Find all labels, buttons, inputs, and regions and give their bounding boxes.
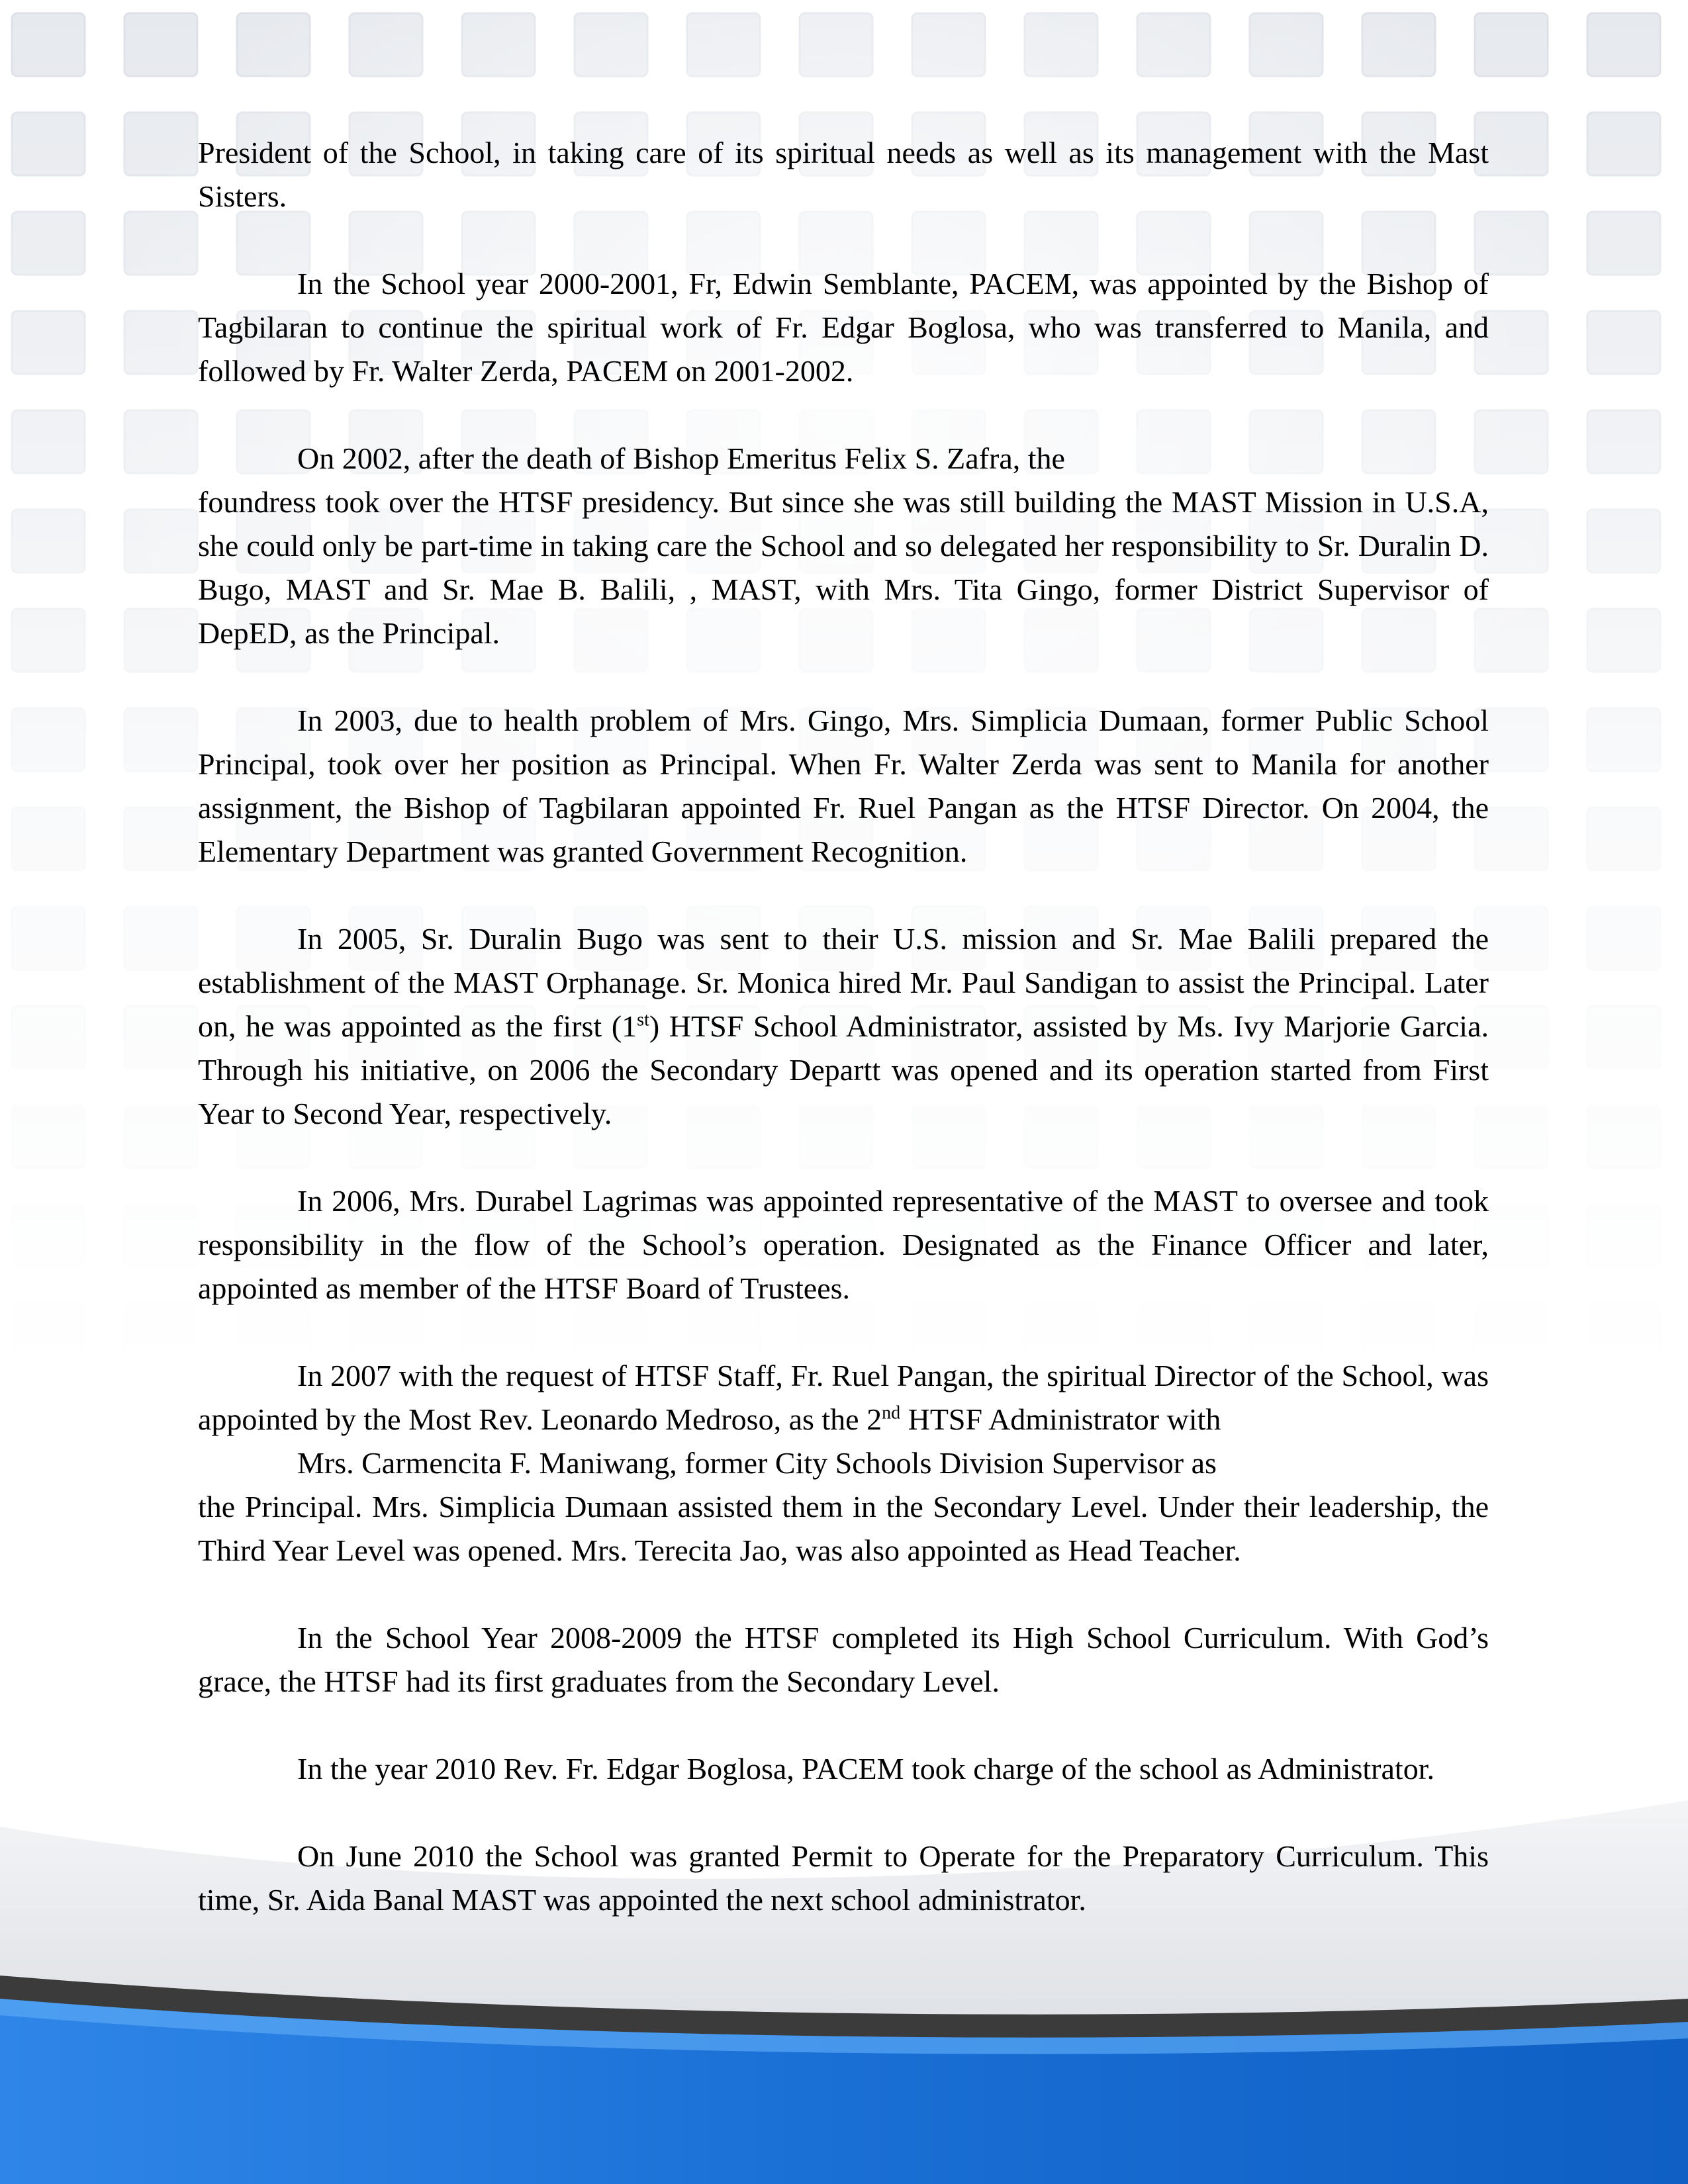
- paragraph-7-lead: [198, 1354, 1489, 1485]
- paragraph-7-body: the Principal. Mrs. Simplicia Dumaan assisted them in the Secondary Level. Under their leadership, the Third Year Level was opened. Mrs. Terecita Jao, was also appointed as Head Teacher.: [198, 1490, 1489, 1567]
- paragraph-5-part-a: In 2005, Sr. Duralin Bugo was sent to their U.S. mission and Sr. Mae Balili prepared the establishment of the MAST Orphanage. Sr. Monica hired Mr. Paul Sandigan to assist the Principal. Later on, he was appointed as the first (1: [198, 922, 1489, 1043]
- paragraph-7-third-line: Mrs. Carmencita F. Maniwang, former City Schools Division Supervisor as: [297, 1446, 1217, 1480]
- paragraph-3-body: foundress took over the HTSF presidency. But since she was still building the MAST Mission in U.S.A, she could only be part-time in taking care the School and so delegated her responsibility to Sr. Duralin D. Bugo, MAST and Sr. Mae B. Balili, , MAST, with Mrs. Tita Gingo, former District Supervisor of DepED, as the Principal.: [198, 485, 1489, 650]
- ordinal-suffix-first: st: [637, 1009, 649, 1030]
- body-text: [198, 131, 1489, 1966]
- paragraph-7-part-b: HTSF Administrator with: [900, 1402, 1221, 1436]
- paragraph-3-first-line: On 2002, after the death of Bishop Emeritus Felix S. Zafra, the: [297, 441, 1065, 475]
- paragraph-4: In 2003, due to health problem of Mrs. Gingo, Mrs. Simplicia Dumaan, former Public School Principal, took over her position as Principal. When Fr. Walter Zerda was sent to Manila for another assignment, the Bishop of Tagbilaran appointed Fr. Ruel Pangan as the HTSF Director. On 2004, the Elementary Department was granted Government Recognition.: [198, 704, 1489, 868]
- paragraph-10: On June 2010 the School was granted Permit to Operate for the Preparatory Curriculum. This time, Sr. Aida Banal MAST was appointed the next school administrator.: [198, 1839, 1489, 1917]
- paragraph-1: President of the School, in taking care of its spiritual needs as well as its management with the Mast Sisters.: [198, 136, 1489, 213]
- paragraph-5-part-b: ) HTSF School Administrator, assisted by Ms. Ivy Marjorie Garcia. Through his initiative, on 2006 the Secondary Departt was opened and its operation started from First Year to Second Year, respectively.: [198, 1009, 1489, 1130]
- paragraph-6: In 2006, Mrs. Durabel Lagrimas was appointed representative of the MAST to oversee and took responsibility in the flow of the School’s operation. Designated as the Finance Officer and later, appointed as member of the HTSF Board of Trustees.: [198, 1184, 1489, 1305]
- paragraph-3-lead: [198, 437, 1489, 480]
- paragraph-9: In the year 2010 Rev. Fr. Edgar Boglosa, PACEM took charge of the school as Administrator.: [297, 1752, 1434, 1786]
- ordinal-suffix-second: nd: [882, 1402, 901, 1424]
- paragraph-2: In the School year 2000-2001, Fr, Edwin Semblante, PACEM, was appointed by the Bishop of Tagbilaran to continue the spiritual work of Fr. Edgar Boglosa, who was transferred to Manila, and followed by Fr. Walter Zerda, PACEM on 2001-2002.: [198, 267, 1489, 388]
- paragraph-7-part-a: In 2007 with the request of HTSF Staff, Fr. Ruel Pangan, the spiritual Director of the School, was appointed by the Most Rev. Leonardo Medroso, as the 2: [198, 1359, 1489, 1436]
- paragraph-8: In the School Year 2008-2009 the HTSF completed its High School Curriculum. With God’s grace, the HTSF had its first graduates from the Secondary Level.: [198, 1621, 1489, 1698]
- paragraph-5: [198, 917, 1489, 1136]
